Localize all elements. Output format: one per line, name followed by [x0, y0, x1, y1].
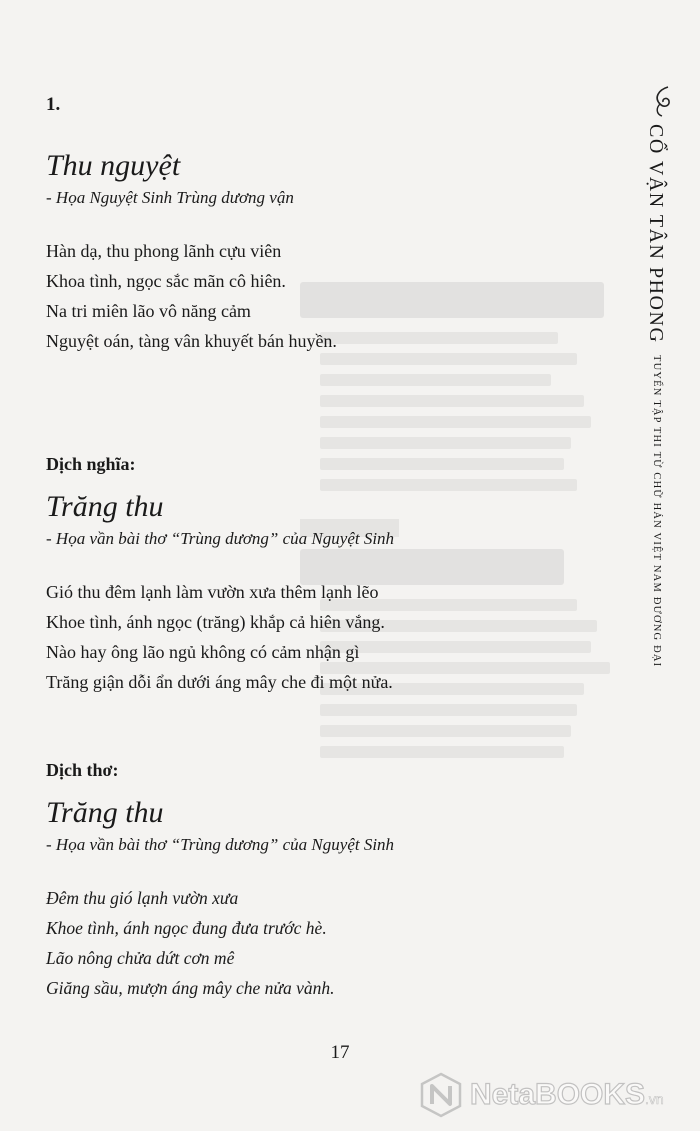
watermark-suffix: .vn: [645, 1091, 664, 1107]
poem-line: Khoe tình, ánh ngọc đung đưa trước hè.: [46, 918, 327, 938]
running-header-title: CỔ VẬN TÂN PHONG: [645, 124, 667, 344]
verse-label: Dịch thơ:: [46, 760, 119, 780]
original-poem-title: Thu nguyệt: [46, 149, 181, 182]
original-poem-subtitle: - Họa Nguyệt Sinh Trùng dương vận: [46, 188, 294, 207]
watermark-brand-name: NetaBOOKS: [470, 1078, 646, 1111]
translation-subtitle: - Họa vần bài thơ “Trùng dương” của Nguyệt Sinh: [46, 529, 395, 548]
section-number: 1.: [46, 94, 61, 115]
verse-stanza: [46, 883, 606, 1003]
running-header: [640, 84, 680, 744]
original-poem-stanza: [46, 236, 606, 356]
poem-line: Gió thu đêm lạnh làm vườn xưa thêm lạnh lẽo: [46, 582, 379, 602]
poem-line: Lão nông chửa dứt cơn mê: [46, 948, 235, 968]
poem-line: Na tri miên lão vô năng cảm: [46, 301, 251, 321]
poem-line: Nguyệt oán, tàng vân khuyết bán huyền.: [46, 331, 337, 351]
netabooks-watermark: [418, 1068, 688, 1122]
running-header-text: [644, 124, 667, 668]
verse-title: Trăng thu: [46, 796, 164, 829]
running-header-subtitle: TUYỂN TẬP THI TỪ CHỮ HÁN VIỆT NAM ĐƯƠNG ĐẠI: [651, 355, 662, 668]
verse-translation-block: [46, 760, 606, 1003]
poem-line: Trăng giận dỗi ẩn dưới áng mây che đi một nửa.: [46, 672, 393, 692]
poem-line: Nào hay ông lão ngủ không có cảm nhận gì: [46, 642, 360, 662]
translation-stanza: [46, 577, 606, 697]
watermark-brand: [470, 1078, 664, 1112]
poem-line: Hàn dạ, thu phong lãnh cựu viên: [46, 241, 282, 261]
original-poem-block: [46, 94, 606, 356]
translation-label: Dịch nghĩa:: [46, 454, 136, 474]
translation-title: Trăng thu: [46, 490, 164, 523]
poem-line: Đêm thu gió lạnh vườn xưa: [46, 888, 239, 908]
netabooks-logo-icon: [418, 1072, 464, 1118]
poem-line: Khoe tình, ánh ngọc (trăng) khắp cả hiên vắng.: [46, 612, 385, 632]
poem-line: Khoa tình, ngọc sắc mãn cô hiên.: [46, 271, 286, 291]
verse-subtitle: - Họa vần bài thơ “Trùng dương” của Nguyệt Sinh: [46, 835, 395, 854]
translation-block: [46, 454, 606, 697]
poem-line: Giăng sầu, mượn áng mây che nửa vành.: [46, 978, 335, 998]
page-number: 17: [330, 1042, 350, 1063]
flourish-ornament-icon: [648, 84, 674, 118]
